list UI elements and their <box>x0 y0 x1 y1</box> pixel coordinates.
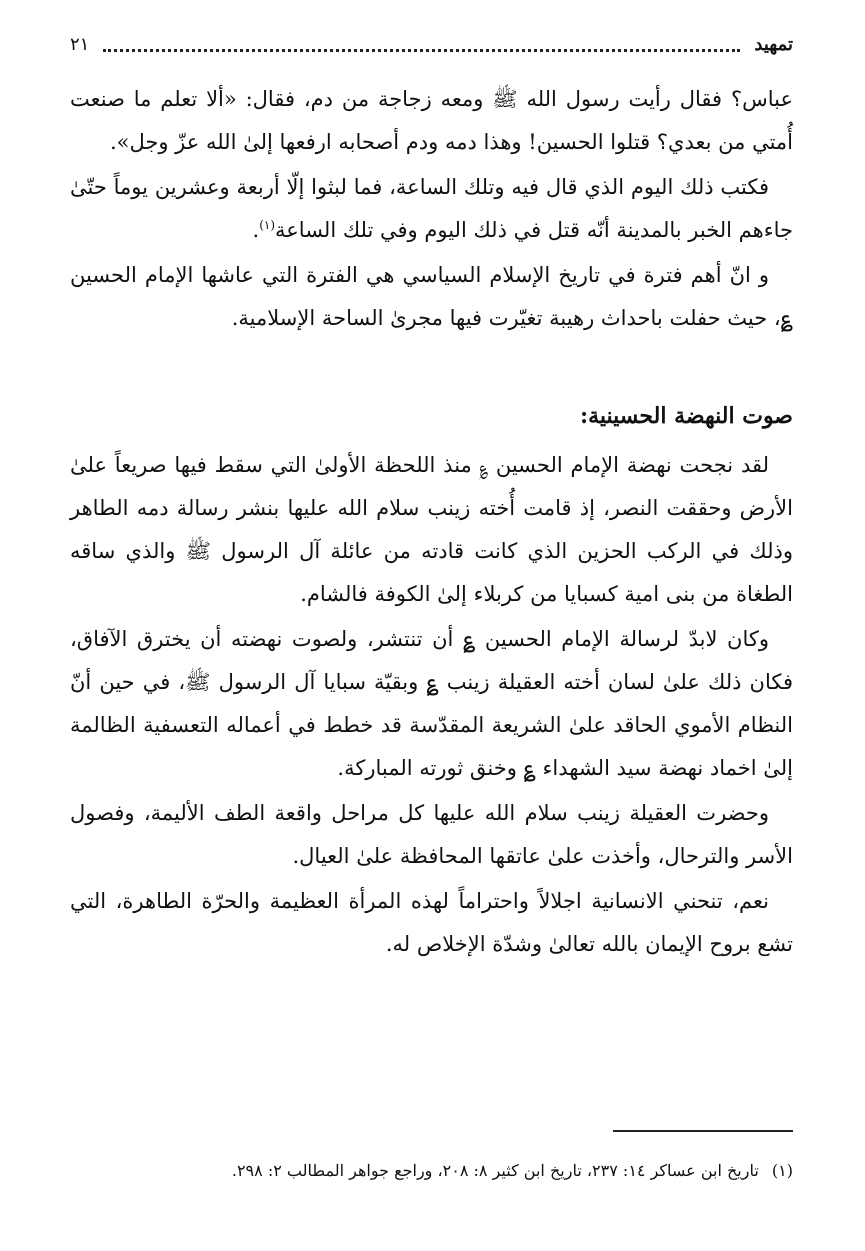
paragraph-text: وحضرت العقيلة زينب سلام الله عليها كل مراحل واقعة الطف الأليمة، وفصول الأسر والترحال، وأخذت علىٰ عاتقها المحافظة علىٰ العيال. <box>70 801 793 868</box>
page-number: ٢١ <box>70 33 90 55</box>
paragraph <box>70 880 793 966</box>
footnote-text: تاريخ ابن عساكر ١٤: ٢٣٧، تاريخ ابن كثير ٨: ٢٠٨، وراجع جواهر المطالب ٢: ٢٩٨. <box>231 1161 759 1180</box>
paragraph <box>70 444 793 616</box>
section-heading: صوت النهضة الحسينية: <box>579 403 793 429</box>
paragraph-text: و انّ أهم فترة في تاريخ الإسلام السياسي هي الفترة التي عاشها الإمام الحسين ؏، حيث حفلت باحداث رهيبة تغيّرت فيها مجرىٰ الساحة الإسلامية. <box>70 263 793 330</box>
running-header <box>70 30 793 58</box>
paragraph-text: لقد نجحت نهضة الإمام الحسين ؏ منذ اللحظة الأولىٰ التي سقط فيها صريعاً علىٰ الأرض وحققت النصر، إذ قامت أُخته زينب سلام الله عليها بنشر رسالة دمه الطاهر وذلك في الركب الحزين الذي كانت قادته من عائلة آل الرسول ﷺ والذي ساقه الطغاة من بنى امية كسبايا من كربلاء إلىٰ الكوفة فالشام. <box>70 453 793 606</box>
footnote-separator <box>613 1130 793 1132</box>
paragraph <box>70 792 793 878</box>
footnote-reference: (١) <box>259 218 276 232</box>
footnote <box>70 1158 793 1184</box>
paragraph <box>70 254 793 340</box>
paragraph-text: فكتب ذلك اليوم الذي قال فيه وتلك الساعة، فما لبثوا إلّا أربعة وعشرين يوماً حتّىٰ جاءهم الخبر بالمدينة أنّه قتل في ذلك اليوم وفي تلك الساعة <box>70 175 793 242</box>
page-body <box>70 78 793 966</box>
paragraph <box>70 166 793 252</box>
footnote-number: (١) <box>771 1161 793 1180</box>
paragraph <box>70 618 793 790</box>
paragraph-continuation <box>70 78 793 164</box>
paragraph-text: وكان لابدّ لرسالة الإمام الحسين ؏ أن تنتشر، ولصوت نهضته أن يخترق الآفاق، فكان ذلك علىٰ لسان أخته العقيلة زينب ؏ وبقيّة سبايا آل الرسول ﷺ، في حين أنّ النظام الأموي الحاقد علىٰ الشريعة المقدّسة قد خطط في أعماله التعسفية الظالمة إلىٰ اخماد نهضة سيد الشهداء ؏ وخنق ثورته المباركة. <box>70 627 793 780</box>
paragraph-text: نعم، تنحني الانسانية اجلالاً واحتراماً لهذه المرأة العظيمة والحرّة الطاهرة، التي تشع بروح الإيمان بالله تعالىٰ وشدّة الإخلاص له. <box>70 889 793 956</box>
paragraph-end-punctuation: . <box>252 218 260 242</box>
dotted-leader <box>103 49 740 52</box>
running-header-title: تمهيد <box>754 33 793 55</box>
book-page <box>70 0 793 1251</box>
paragraph-text: عباس؟ فقال رأيت رسول الله ﷺ ومعه زجاجة من دم، فقال: «ألا تعلم ما صنعت أُمتي من بعدي؟ قتلوا الحسين! وهذا دمه ودم أصحابه ارفعها إلىٰ الله عزّ وجل». <box>70 87 793 154</box>
